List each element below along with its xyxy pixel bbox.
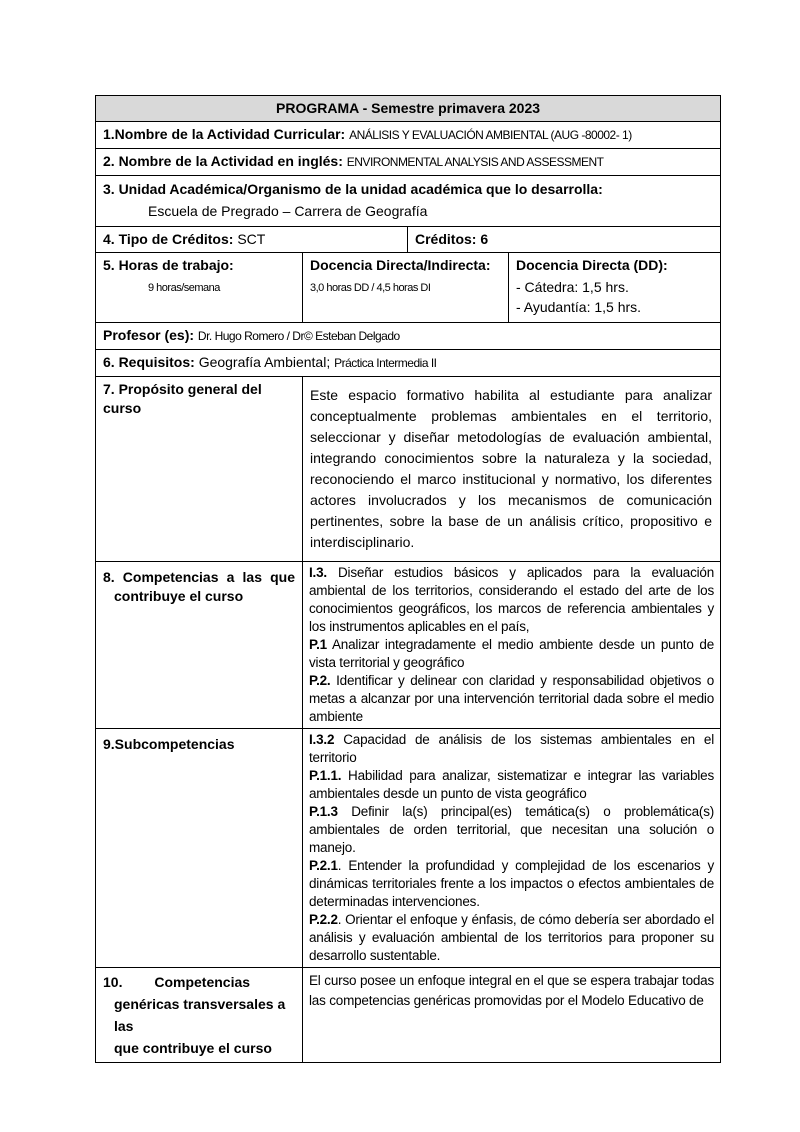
teaching-mode-cell	[303, 253, 509, 323]
generic-competencies-text: El curso posee un enfoque integral en el que se espera trabajar todas las competencias genéricas promovidas por el Modelo Educativo de	[303, 968, 721, 1063]
competency-item: I.3. Diseñar estudios básicos y aplicados para la evaluación ambiental de los territorios, considerando el estado del arte de los conocimientos geográficos, los marcos de referencia ambientales y los instrumentos aplicables en el país,	[309, 565, 715, 634]
activity-english-value: ENVIRONMENTAL ANALYSIS AND ASSESSMENT	[346, 155, 604, 169]
requirements-row	[96, 350, 721, 377]
subcompetency-item: I.3.2 Capacidad de análisis de los sistemas ambientales en el territorio	[309, 732, 715, 765]
competency-item: P.2. Identificar y delinear con claridad y responsabilidad objetivos o metas a alcanzar por una intervención territorial dada sobre el medio ambiente	[309, 673, 715, 724]
generic-competencies-label-a: Competencias	[154, 974, 251, 990]
requirements-label: 6. Requisitos:	[103, 354, 195, 370]
teaching-mode-label: Docencia Directa/Indirecta:	[310, 257, 491, 273]
program-title: PROGRAMA - Semestre primavera 2023	[96, 96, 721, 122]
activity-english-row	[96, 149, 721, 176]
program-document	[95, 95, 720, 1063]
subcompetency-item: P.2.2. Orientar el enfoque y énfasis, de cómo debería ser abordado el análisis y evaluación ambiental de los territorios para proponer su desarrollo sustentable.	[309, 912, 715, 963]
competencies-text	[303, 562, 721, 729]
credits-cell	[408, 227, 721, 253]
activity-name-row	[96, 122, 721, 149]
subcompetency-item: P.1.3 Definir la(s) principal(es) temática(s) o problemática(s) ambientales de orden territorial, que necesitan una solución o manejo.	[309, 804, 715, 855]
subcompetencies-label: 9.Subcompetencias	[96, 729, 303, 968]
activity-name-label: 1.Nombre de la Actividad Curricular:	[103, 126, 346, 142]
requirements-value-b: Práctica Intermedia II	[334, 356, 437, 370]
competencies-label-b: contribuye el curso	[114, 588, 244, 604]
requirements-value-a: Geografía Ambiental;	[198, 354, 331, 370]
credit-type-label: 4. Tipo de Créditos:	[103, 231, 234, 247]
purpose-text: Este espacio formativo habilita al estudiante para analizar conceptualmente problemas ambientales en el territorio, seleccionar y diseñar metodologías de evaluación ambiental, integrando conocimientos sobre la naturaleza y la sociedad, reconociendo el marco institucional y normativo, los diferentes actores involucrados y los mecanismos de comunicación pertinentes, sobre la base de un análisis crítico, propositivo e interdisciplinario.	[303, 377, 721, 562]
work-hours-value: 9 horas/semana	[148, 282, 220, 294]
direct-teaching-label: Docencia Directa (DD):	[516, 257, 668, 273]
competencies-label-cell	[96, 562, 303, 729]
catedra-hours: - Cátedra: 1,5 hrs.	[516, 279, 629, 295]
academic-unit-label: 3. Unidad Académica/Organismo de la unidad académica que lo desarrolla:	[103, 181, 603, 197]
purpose-label: 7. Propósito general del curso	[96, 377, 303, 562]
ayudantia-hours: - Ayudantía: 1,5 hrs.	[516, 299, 642, 315]
academic-unit-row	[96, 176, 721, 227]
professors-label: Profesor (es):	[103, 327, 195, 343]
work-hours-label: 5. Horas de trabajo:	[103, 257, 234, 273]
activity-english-label: 2. Nombre de la Actividad en inglés:	[103, 153, 343, 169]
subcompetency-item: P.1.1. Habilidad para analizar, sistematizar e integrar las variables ambientales desde un punto de vista geográfico	[309, 768, 715, 801]
work-hours-cell	[96, 253, 303, 323]
generic-competencies-label-b: genéricas transversales a las	[114, 996, 286, 1034]
direct-teaching-cell	[509, 253, 721, 323]
credit-type-value: SCT	[237, 231, 266, 247]
professors-row	[96, 323, 721, 350]
credits-value: 6	[480, 231, 489, 247]
professors-value: Dr. Hugo Romero / Dr© Esteban Delgado	[197, 329, 400, 343]
generic-competencies-label-cell	[96, 968, 303, 1063]
program-table	[95, 95, 721, 1063]
academic-unit-value: Escuela de Pregrado – Carrera de Geografía	[148, 203, 428, 219]
credits-label: Créditos:	[415, 231, 477, 247]
generic-competencies-num: 10.	[103, 974, 123, 990]
activity-name-value: ANÁLISIS Y EVALUACIÓN AMBIENTAL (AUG -80002- 1)	[349, 128, 632, 142]
subcompetency-item: P.2.1. Entender la profundidad y complejidad de los escenarios y dinámicas territoriales frente a los impactos o efectos ambientales de determinadas intervenciones.	[309, 858, 715, 909]
subcompetencies-text	[303, 729, 721, 968]
credit-type-cell	[96, 227, 408, 253]
competency-item: P.1 Analizar integradamente el medio ambiente desde un punto de vista territorial y geográfico	[309, 637, 715, 670]
generic-competencies-label-c: que contribuye el curso	[114, 1040, 272, 1056]
competencies-label-a: 8. Competencias a las que	[103, 569, 295, 585]
teaching-mode-value: 3,0 horas DD / 4,5 horas DI	[310, 282, 431, 294]
